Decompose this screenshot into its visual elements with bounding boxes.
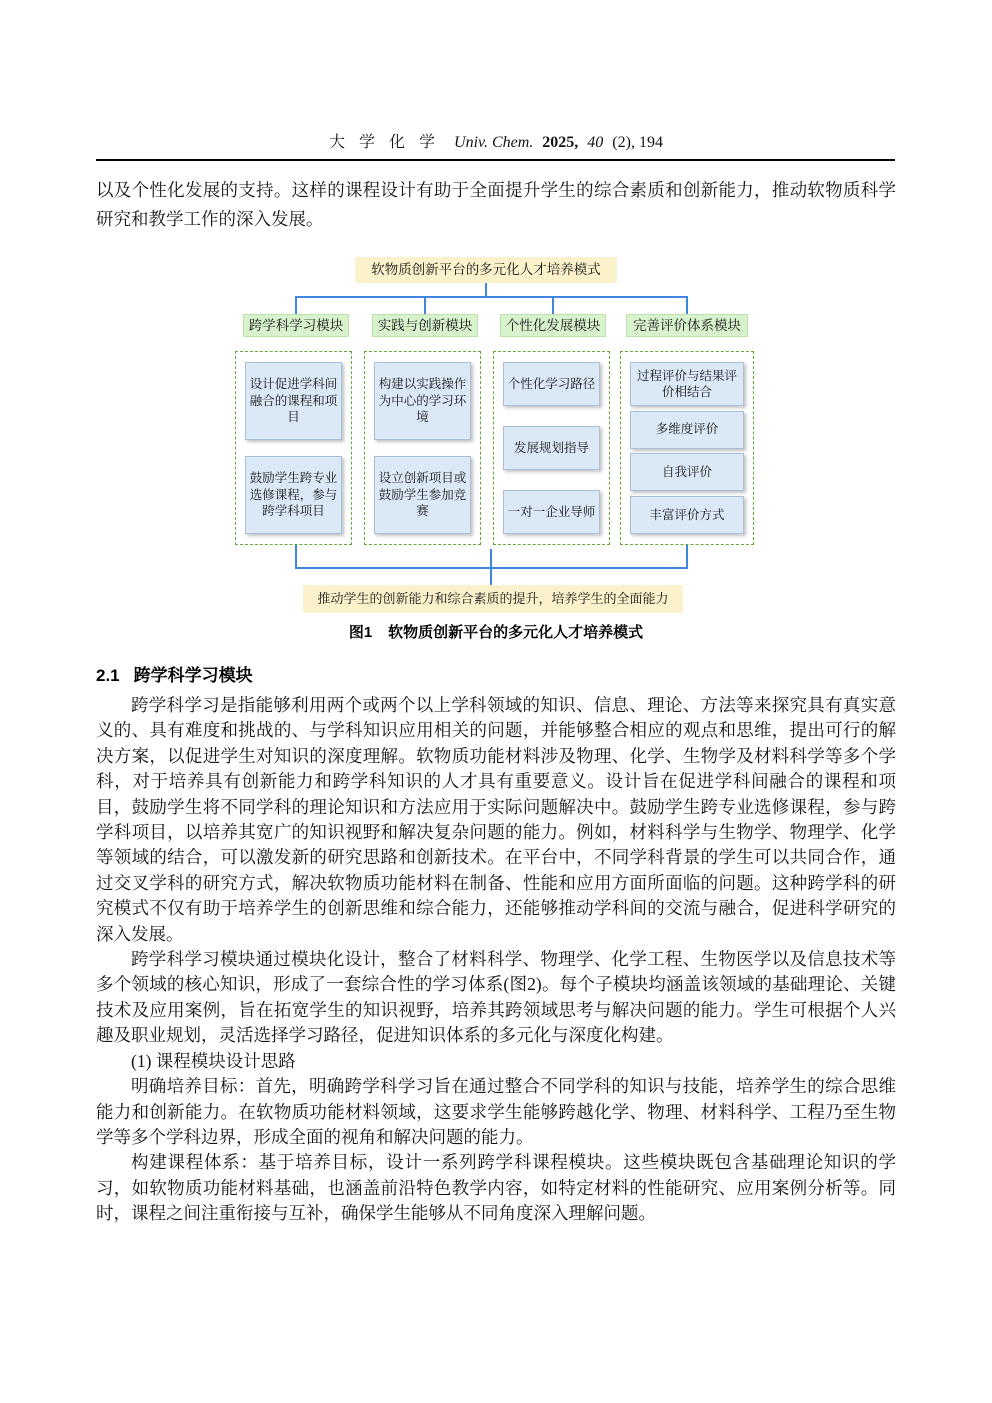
branch-line-4 [686, 296, 688, 314]
module-label-1: 跨学科学习模块 [243, 314, 349, 337]
branch-line-3 [552, 296, 554, 314]
figure-caption [96, 621, 896, 642]
paragraph-4: 构建课程体系：基于培养目标，设计一系列跨学科课程模块。这些模块既包含基础理论知识的学习，如软物质功能材料基础，也涵盖前沿特色教学内容，如特定材料的性能研究、应用案例分析等。同时，课程之间注重衔接与互补，确保学生能够从不同角度深入理解问题。 [96, 1152, 896, 1224]
module1-item-2: 鼓励学生跨专业选修课程，参与跨学科项目 [245, 456, 342, 534]
intro-paragraph: 以及个性化发展的支持。这样的课程设计有助于全面提升学生的综合素质和创新能力，推动软物质科学研究和教学工作的深入发展。 [96, 180, 896, 229]
outcome-stem-line [490, 549, 492, 585]
section-number: 2.1 [96, 666, 120, 685]
module3-item-1: 个性化学习路径 [503, 362, 600, 406]
journal-header [96, 129, 896, 152]
branch-line-1 [295, 296, 297, 314]
module-label-3: 个性化发展模块 [500, 314, 606, 337]
module4-item-4: 丰富评价方式 [630, 496, 744, 534]
journal-volume: 40 [587, 134, 604, 151]
journal-abbr: Univ. Chem. [454, 134, 534, 151]
level1-horizontal-line [295, 296, 688, 298]
section-title: 跨学科学习模块 [133, 666, 253, 685]
header-rule [96, 159, 895, 161]
module4-item-2: 多维度评价 [630, 411, 744, 449]
branch-line-2 [424, 296, 426, 314]
merge-line-left [295, 545, 297, 569]
figure-outcome-box: 推动学生的创新能力和综合素质的提升，培养学生的全面能力 [303, 585, 683, 613]
figure1-diagram [96, 250, 896, 654]
module2-item-1: 构建以实践操作为中心的学习环境 [374, 362, 471, 440]
module4-item-1: 过程评价与结果评价相结合 [630, 362, 744, 406]
module-container-1 [235, 351, 352, 545]
module-container-4 [620, 351, 754, 545]
list-item-1: (1) 课程模块设计思路 [131, 1050, 296, 1071]
figure-caption-title: 软物质创新平台的多元化人才培养模式 [388, 624, 644, 641]
module-label-4: 完善评价体系模块 [626, 314, 748, 337]
module3-item-3: 一对一企业导师 [503, 490, 600, 534]
figure-caption-label: 图1 [348, 624, 373, 641]
paragraph-3: 明确培养目标：首先，明确跨学科学习旨在通过整合不同学科的知识与技能，培养学生的综合思维能力和创新能力。在软物质功能材料领域，这要求学生能够跨越化学、物理、材料科学、工程乃至生物学等多个学科边界，形成全面的视角和解决问题的能力。 [96, 1076, 896, 1147]
module-label-2: 实践与创新模块 [372, 314, 478, 337]
figure-root-box: 软物质创新平台的多元化人才培养模式 [355, 257, 617, 283]
module2-item-2: 设立创新项目或鼓励学生参加竞赛 [374, 456, 471, 534]
module3-item-2: 发展规划指导 [503, 426, 600, 470]
journal-year: 2025, [542, 134, 579, 151]
merge-line-right [686, 545, 688, 569]
module-container-2 [364, 351, 481, 545]
paragraph-2: 跨学科学习模块通过模块化设计，整合了材料科学、物理学、化学工程、生物医学以及信息技术等多个领域的核心知识，形成了一套综合性的学习体系(图2)。每个子模块均涵盖该领域的基础理论、关键技术及应用案例，旨在拓宽学生的知识视野，培养其跨领域思考与解决问题的能力。学生可根据个人兴趣及职业规划，灵活选择学习路径，促进知识体系的多元化与深度化构建。 [96, 949, 896, 1046]
section-heading [96, 664, 896, 688]
journal-issue-page: (2), 194 [612, 134, 663, 151]
module4-item-3: 自我评价 [630, 453, 744, 491]
journal-title-cn: 大 学 化 学 [329, 134, 441, 151]
body-text-block [96, 664, 896, 1227]
module-container-3 [493, 351, 610, 545]
module1-item-1: 设计促进学科间融合的课程和项目 [245, 362, 342, 440]
root-stem-line [485, 283, 487, 296]
paragraph-1: 跨学科学习是指能够利用两个或两个以上学科领域的知识、信息、理论、方法等来探究具有真实意义的、具有难度和挑战的、与学科知识应用相关的问题，并能够整合相应的观点和思维，提出可行的解决方案，以促进学生对知识的深度理解。软物质功能材料涉及物理、化学、生物学及材料科学等多个学科，对于培养具有创新能力和跨学科知识的人才具有重要意义。设计旨在促进学科间融合的课程和项目，鼓励学生将不同学科的理论知识和方法应用于实际问题解决中。鼓励学生跨专业选修课程，参与跨学科项目，以培养其宽广的知识视野和解决复杂问题的能力。例如，材料科学与生物学、物理学、化学等领域的结合，可以激发新的研究思路和创新技术。在平台中，不同学科背景的学生可以共同合作，通过交叉学科的研究方式，解决软物质功能材料在制备、性能和应用方面所面临的问题。这种跨学科的研究模式不仅有助于培养学生的创新思维和综合能力，还能够推动学科间的交流与融合，促进科学研究的深入发展。 [96, 695, 896, 944]
